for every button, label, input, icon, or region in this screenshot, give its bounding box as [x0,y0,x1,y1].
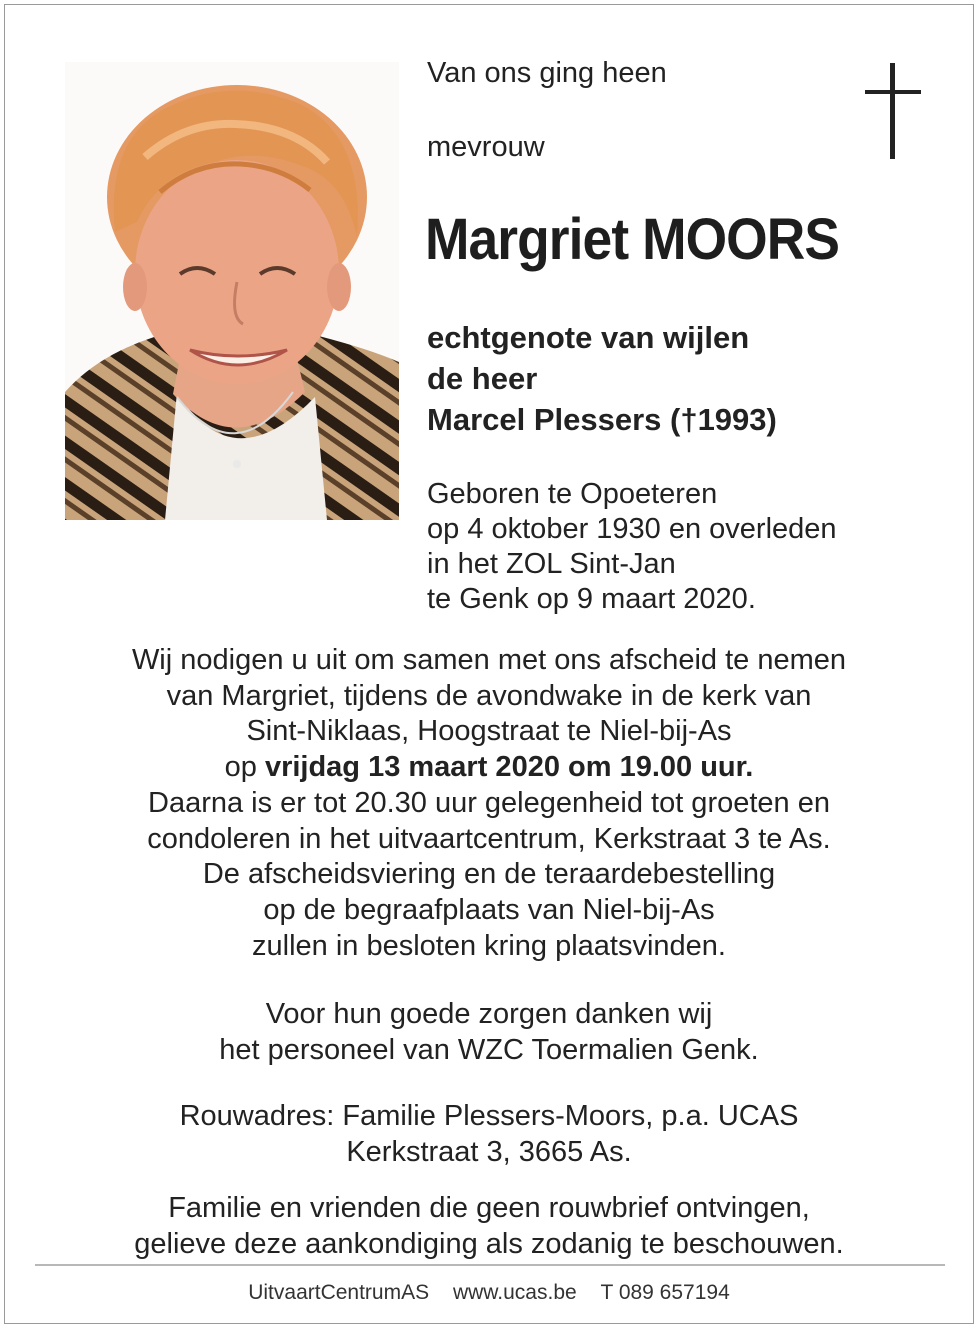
birth-line: in het ZOL Sint-Jan [427,548,676,580]
invitation-line: zullen in besloten kring plaatsvinden. [252,929,726,962]
invitation-line: op de begraafplaats van Niel-bij-As [263,893,715,926]
cross-icon [865,63,921,159]
closing-line: Familie en vrienden die geen rouwbrief ontvingen, [168,1192,810,1224]
address-line: Rouwadres: Familie Plessers-Moors, p.a. UCAS [179,1100,799,1132]
invitation-line: De afscheidsviering en de teraardebestelling [202,858,776,891]
intro-text: Van ons ging heen [427,57,667,89]
wake-datetime: vrijdag 13 maart 2020 om 19.00 uur. [264,751,754,784]
invitation-line: condoleren in het uitvaartcentrum, Kerkstraat 3 te As. [147,822,831,855]
wake-datetime-line [5,750,973,786]
birth-line: te Genk op 9 maart 2020. [427,583,756,615]
closing-line: gelieve deze aankondiging als zodanig te beschouwen. [134,1227,844,1260]
divider [35,1264,945,1266]
honorific: mevrouw [427,131,545,163]
invitation-line: Sint-Niklaas, Hoogstraat te Niel-bij-As [246,715,732,748]
spouse-line: echtgenote van wijlen [427,320,750,355]
footer [5,1279,973,1307]
mourning-address [5,1099,973,1170]
wake-prefix: op [224,751,257,784]
thanks-block [5,997,973,1068]
spouse-block [427,317,777,440]
thanks-line: Voor hun goede zorgen danken wij [265,998,713,1030]
birth-death-details [427,477,837,617]
invitation-line: van Margriet, tijdens de avondwake in de kerk van [166,679,812,712]
invitation-line: Wij nodigen u uit om samen met ons afscheid te nemen [131,644,847,676]
thanks-line: het personeel van WZC Toermalien Genk. [219,1033,759,1066]
footer-website[interactable]: www.ucas.be [452,1281,577,1304]
deceased-name: Margriet MOORS [425,207,840,272]
spouse-name: Marcel Plessers (†1993) [427,402,777,437]
invitation-line: Daarna is er tot 20.30 uur gelegenheid tot groeten en [148,786,830,819]
closing-note [5,1191,973,1262]
footer-company: UitvaartCentrumAS [248,1281,430,1304]
portrait-illustration [65,62,399,520]
invitation-block [5,643,973,964]
birth-line: op 4 oktober 1930 en overleden [427,513,837,545]
portrait-photo [65,62,399,520]
obituary-card [4,4,974,1324]
birth-line: Geboren te Opoeteren [427,478,718,510]
spouse-line: de heer [427,361,538,396]
footer-phone[interactable]: T 089 657194 [600,1281,730,1304]
address-line: Kerkstraat 3, 3665 As. [346,1135,632,1168]
